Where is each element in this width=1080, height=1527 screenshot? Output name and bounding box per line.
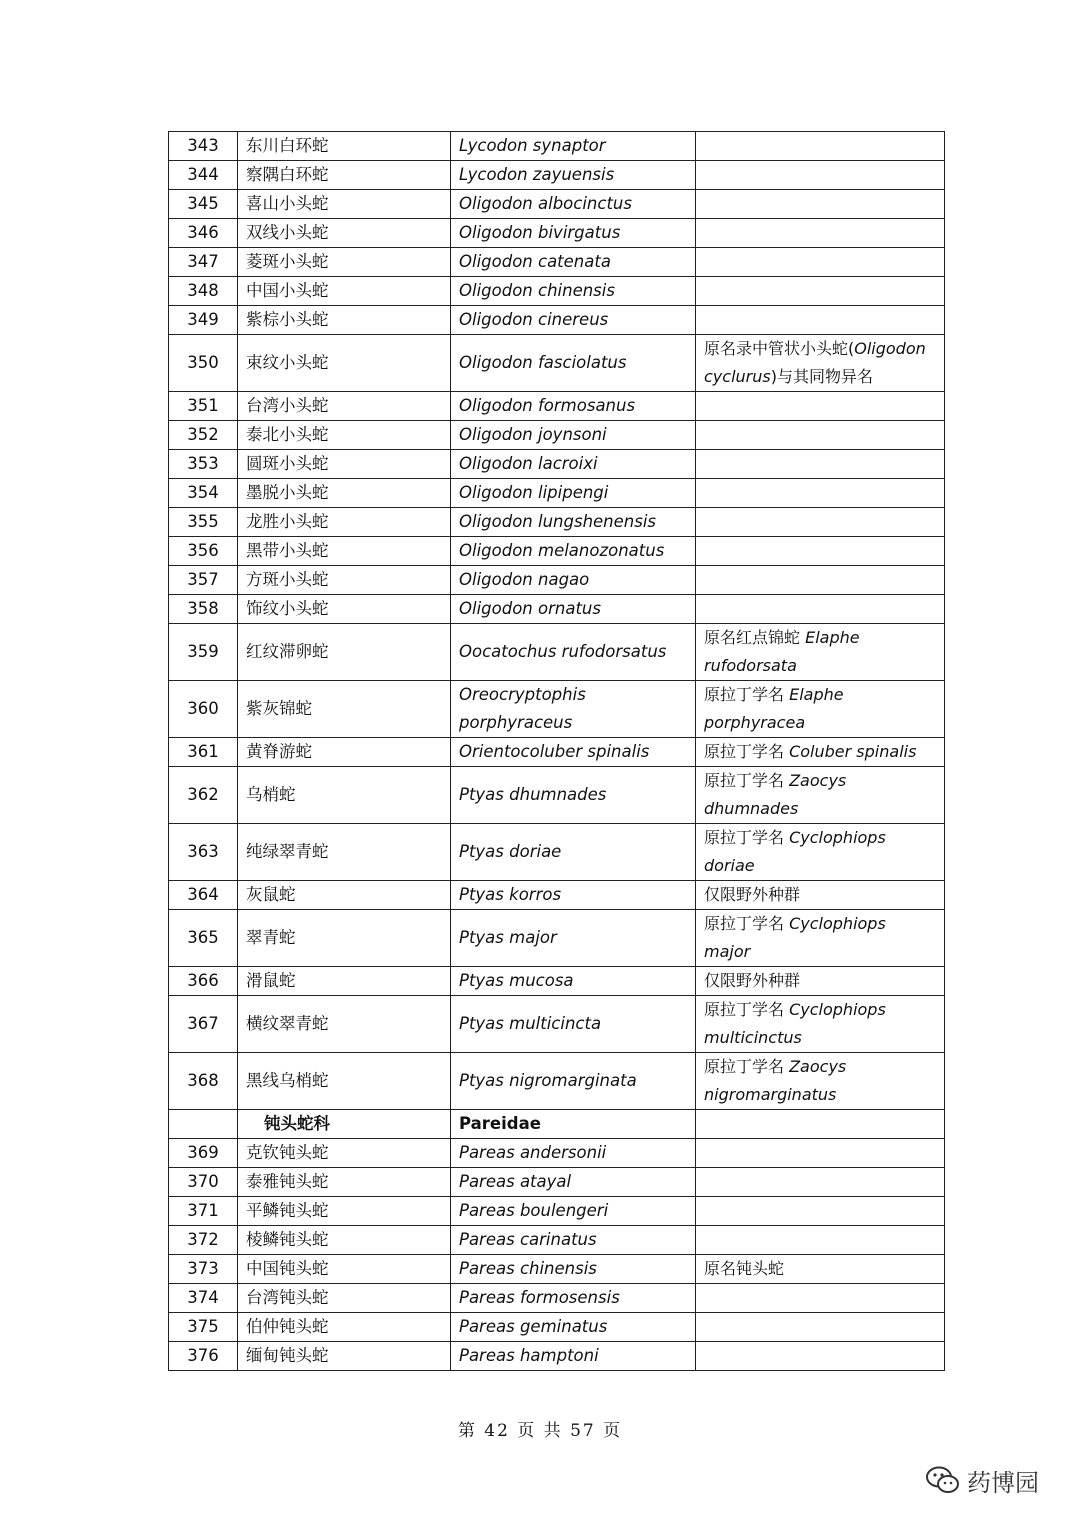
chinese-name: 中国钝头蛇 [238,1255,451,1284]
table-row [169,681,945,738]
table-row [169,421,945,450]
row-number: 368 [169,1053,238,1110]
row-number: 376 [169,1342,238,1371]
remark-cell [696,1168,945,1197]
row-number: 351 [169,392,238,421]
chinese-name: 乌梢蛇 [238,767,451,824]
remark-cell [696,910,945,967]
table-row [169,996,945,1053]
row-number: 350 [169,335,238,392]
chinese-name: 泰雅钝头蛇 [238,1168,451,1197]
remark-cell [696,132,945,161]
wechat-icon [925,1465,961,1495]
scientific-name: Pareas andersonii [451,1139,696,1168]
scientific-name: Oligodon lipipengi [451,479,696,508]
chinese-name: 横纹翠青蛇 [238,996,451,1053]
chinese-name: 纯绿翠青蛇 [238,824,451,881]
table-row [169,1139,945,1168]
row-number: 372 [169,1226,238,1255]
remark-cell [696,681,945,738]
row-number: 373 [169,1255,238,1284]
remark-latin-name: Elaphe rufodorsata [704,628,860,675]
table-row [169,1342,945,1371]
row-number: 370 [169,1168,238,1197]
row-number: 371 [169,1197,238,1226]
remark-cell [696,1226,945,1255]
row-number: 343 [169,132,238,161]
remark-text: 原拉丁学名 [704,914,790,933]
chinese-name: 泰北小头蛇 [238,421,451,450]
remark-latin-name: Cyclophiops doriae [704,828,886,875]
row-number [169,1110,238,1139]
remark-cell [696,1110,945,1139]
row-number: 347 [169,248,238,277]
remark-text: 原拉丁学名 [704,742,790,761]
scientific-name: Pareas carinatus [451,1226,696,1255]
chinese-name: 台湾钝头蛇 [238,1284,451,1313]
remark-cell [696,738,945,767]
scientific-name: Oligodon melanozonatus [451,537,696,566]
chinese-name: 束纹小头蛇 [238,335,451,392]
remark-cell [696,566,945,595]
table-row [169,335,945,392]
chinese-name: 伯仲钝头蛇 [238,1313,451,1342]
remark-latin-name: Oligodon cyclurus [704,339,926,386]
table-row [169,824,945,881]
remark-latin-name: Cyclophiops major [704,914,886,961]
table-row [169,306,945,335]
remark-latin-name: Zaocys dhumnades [704,771,847,818]
scientific-name: Oligodon joynsoni [451,421,696,450]
remark-latin-name: Cyclophiops multicinctus [704,1000,886,1047]
chinese-name: 红纹滞卵蛇 [238,624,451,681]
table-row [169,1168,945,1197]
chinese-name: 平鳞钝头蛇 [238,1197,451,1226]
chinese-name: 喜山小头蛇 [238,190,451,219]
scientific-name: Oreocryptophis porphyraceus [451,681,696,738]
scientific-name: Pareas chinensis [451,1255,696,1284]
row-number: 363 [169,824,238,881]
remark-cell [696,1053,945,1110]
row-number: 345 [169,190,238,219]
row-number: 354 [169,479,238,508]
table-row [169,624,945,681]
scientific-name: Oligodon lungshenensis [451,508,696,537]
table-row [169,1197,945,1226]
chinese-name: 紫灰锦蛇 [238,681,451,738]
scientific-name: Oligodon lacroixi [451,450,696,479]
remark-cell [696,479,945,508]
remark-cell [696,335,945,392]
remark-cell [696,824,945,881]
table-row [169,1284,945,1313]
chinese-name: 黄脊游蛇 [238,738,451,767]
remark-cell [696,219,945,248]
remark-cell: 原名钝头蛇 [696,1255,945,1284]
row-number: 357 [169,566,238,595]
remark-cell [696,306,945,335]
row-number: 366 [169,967,238,996]
table-row [169,1053,945,1110]
species-table-body [169,132,945,1371]
scientific-name: Oocatochus rufodorsatus [451,624,696,681]
chinese-name: 圆斑小头蛇 [238,450,451,479]
scientific-name: Ptyas doriae [451,824,696,881]
table-row [169,537,945,566]
scientific-name: Oligodon catenata [451,248,696,277]
remark-cell [696,277,945,306]
chinese-name: 察隅白环蛇 [238,161,451,190]
remark-cell [696,1342,945,1371]
remark-text: 原拉丁学名 [704,771,790,790]
table-row [169,967,945,996]
table-row [169,1255,945,1284]
remark-text-end: )与其同物异名 [770,367,873,386]
remark-text: 原拉丁学名 [704,1057,790,1076]
chinese-name: 紫棕小头蛇 [238,306,451,335]
remark-cell [696,996,945,1053]
remark-latin-name: Zaocys nigromarginatus [704,1057,847,1104]
remark-cell: 仅限野外种群 [696,967,945,996]
remark-cell [696,767,945,824]
table-row [169,595,945,624]
remark-cell [696,1197,945,1226]
remark-latin-name: Coluber spinalis [789,742,917,761]
chinese-name: 缅甸钝头蛇 [238,1342,451,1371]
row-number: 353 [169,450,238,479]
scientific-name: Lycodon zayuensis [451,161,696,190]
remark-cell [696,190,945,219]
chinese-name: 克钦钝头蛇 [238,1139,451,1168]
table-row [169,450,945,479]
chinese-name: 饰纹小头蛇 [238,595,451,624]
scientific-name: Pareas boulengeri [451,1197,696,1226]
remark-cell [696,450,945,479]
table-row [169,566,945,595]
chinese-name: 黑线乌梢蛇 [238,1053,451,1110]
table-row [169,1313,945,1342]
remark-cell [696,1313,945,1342]
table-row [169,881,945,910]
chinese-name: 菱斑小头蛇 [238,248,451,277]
row-number: 365 [169,910,238,967]
species-table [168,131,945,1371]
row-number: 349 [169,306,238,335]
row-number: 361 [169,738,238,767]
table-row [169,392,945,421]
row-number: 360 [169,681,238,738]
row-number: 369 [169,1139,238,1168]
row-number: 374 [169,1284,238,1313]
row-number: 348 [169,277,238,306]
scientific-name: Lycodon synaptor [451,132,696,161]
row-number: 358 [169,595,238,624]
chinese-name: 翠青蛇 [238,910,451,967]
remark-cell: 仅限野外种群 [696,881,945,910]
remark-cell [696,1284,945,1313]
chinese-name: 双线小头蛇 [238,219,451,248]
row-number: 364 [169,881,238,910]
scientific-name: Pareas hamptoni [451,1342,696,1371]
scientific-name: Oligodon cinereus [451,306,696,335]
chinese-name: 滑鼠蛇 [238,967,451,996]
chinese-name: 灰鼠蛇 [238,881,451,910]
watermark-text: 药博园 [967,1468,1039,1497]
chinese-name: 方斑小头蛇 [238,566,451,595]
table-row [169,190,945,219]
scientific-name: Oligodon fasciolatus [451,335,696,392]
remark-cell [696,161,945,190]
page-footer: 第 42 页 共 57 页 [457,1421,623,1441]
remark-cell [696,537,945,566]
chinese-name: 龙胜小头蛇 [238,508,451,537]
remark-cell [696,248,945,277]
row-number: 352 [169,421,238,450]
scientific-name: Oligodon formosanus [451,392,696,421]
chinese-name: 台湾小头蛇 [238,392,451,421]
row-number: 359 [169,624,238,681]
remark-text: 原名录中管状小头蛇( [704,339,855,358]
table-row [169,1226,945,1255]
scientific-name: Pareas formosensis [451,1284,696,1313]
scientific-name: Oligodon nagao [451,566,696,595]
chinese-name: 棱鳞钝头蛇 [238,1226,451,1255]
table-row [169,910,945,967]
remark-latin-name: Elaphe porphyracea [704,685,844,732]
table-row [169,161,945,190]
remark-text: 原拉丁学名 [704,1000,790,1019]
table-row [169,508,945,537]
remark-cell [696,1139,945,1168]
scientific-name: Ptyas mucosa [451,967,696,996]
remark-text: 原名红点锦蛇 [704,628,806,647]
row-number: 355 [169,508,238,537]
chinese-name: 黑带小头蛇 [238,537,451,566]
scientific-name: Oligodon chinensis [451,277,696,306]
chinese-name: 墨脱小头蛇 [238,479,451,508]
family-row [169,1110,945,1139]
chinese-name: 中国小头蛇 [238,277,451,306]
remark-cell [696,392,945,421]
remark-text: 原拉丁学名 [704,685,790,704]
table-row [169,248,945,277]
scientific-name: Oligodon albocinctus [451,190,696,219]
scientific-name: Ptyas nigromarginata [451,1053,696,1110]
table-row [169,219,945,248]
scientific-name: Orientocoluber spinalis [451,738,696,767]
scientific-name: Pareas geminatus [451,1313,696,1342]
remark-text: 原拉丁学名 [704,828,790,847]
row-number: 362 [169,767,238,824]
scientific-name: Pareidae [451,1110,696,1139]
row-number: 367 [169,996,238,1053]
remark-cell [696,624,945,681]
row-number: 356 [169,537,238,566]
table-row [169,132,945,161]
row-number: 375 [169,1313,238,1342]
table-row [169,479,945,508]
scientific-name: Oligodon ornatus [451,595,696,624]
remark-cell [696,595,945,624]
scientific-name: Pareas atayal [451,1168,696,1197]
row-number: 346 [169,219,238,248]
row-number: 344 [169,161,238,190]
watermark [925,1460,1055,1500]
scientific-name: Ptyas multicincta [451,996,696,1053]
scientific-name: Ptyas dhumnades [451,767,696,824]
chinese-name: 钝头蛇科 [238,1110,451,1139]
table-row [169,277,945,306]
scientific-name: Oligodon bivirgatus [451,219,696,248]
remark-cell [696,508,945,537]
table-row [169,738,945,767]
scientific-name: Ptyas korros [451,881,696,910]
table-row [169,767,945,824]
scientific-name: Ptyas major [451,910,696,967]
chinese-name: 东川白环蛇 [238,132,451,161]
remark-cell [696,421,945,450]
